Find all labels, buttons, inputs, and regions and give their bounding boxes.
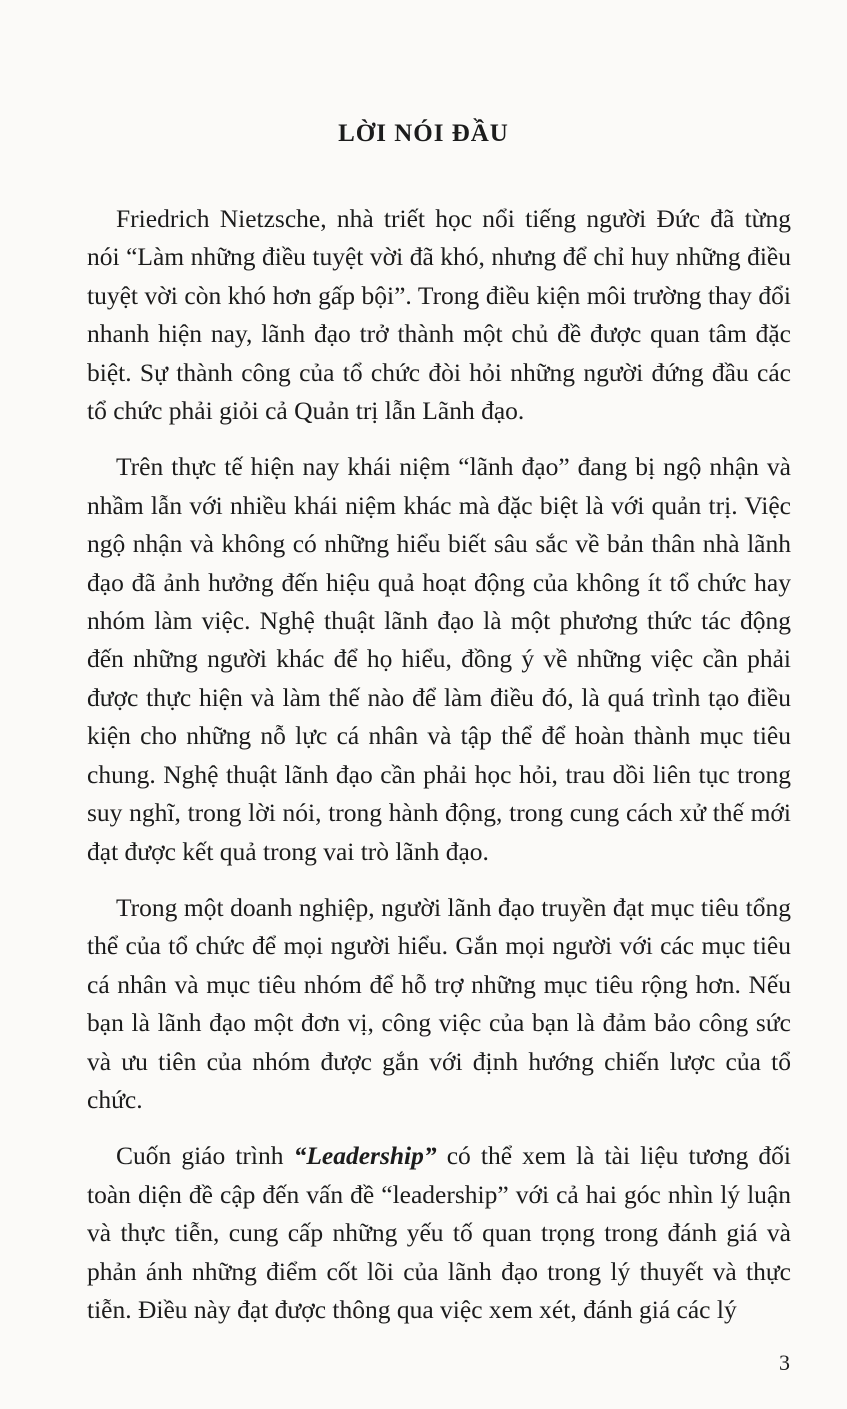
paragraph-3: Trong một doanh nghiệp, người lãnh đạo truyền đạt mục tiêu tổng thể của tổ chức để mọi người hiểu. Gắn mọi người với các mục tiêu cá nhân và mục tiêu nhóm để hỗ trợ những mục tiêu rộng hơn. Nếu bạn là lãnh đạo một đơn vị, công việc của bạn là đảm bảo công sức và ưu tiên của nhóm được gắn với định hướng chiến lược của tổ chức. [87, 892, 791, 1114]
paragraph-1: Friedrich Nietzsche, nhà triết học nổi tiếng người Đức đã từng nói “Làm những điều tuyệt vời đã khó, nhưng để chỉ huy những điều tuyệt vời còn khó hơn gấp bội”. Trong điều kiện môi trường thay đổi nhanh hiện nay, lãnh đạo trở thành một chủ đề được quan tâm đặc biệt. Sự thành công của tổ chức đòi hỏi những người đứng đầu các tổ chức phải giỏi cả Quản trị lẫn Lãnh đạo. [87, 204, 791, 426]
paragraph-4 [87, 1137, 791, 1329]
page-title: LỜI NÓI ĐẦU [338, 120, 509, 147]
book-title-emphasis: “Leadership” [293, 1141, 437, 1171]
paragraph-4-rest: có thể xem là tài liệu tương đối toàn diện đề cập đến vấn đề “leadership” với cả hai góc nhìn lý luận và thực tiễn, cung cấp những yếu tố quan trọng trong đánh giá và phản ánh những điểm cốt lõi của lãnh đạo trong lý thuyết và thực tiễn. Điều này đạt được thông qua việc xem xét, đánh giá các lý [87, 1141, 791, 1324]
paragraph-4-lead: Cuốn giáo trình [116, 1141, 294, 1171]
page-number: 3 [779, 1350, 790, 1375]
preface-body [87, 200, 791, 1347]
paragraph-2: Trên thực tế hiện nay khái niệm “lãnh đạo” đang bị ngộ nhận và nhầm lẫn với nhiều khái niệm khác mà đặc biệt là với quản trị. Việc ngộ nhận và không có những hiểu biết sâu sắc về bản thân nhà lãnh đạo đã ảnh hưởng đến hiệu quả hoạt động của không ít tổ chức hay nhóm làm việc. Nghệ thuật lãnh đạo là một phương thức tác động đến những người khác để họ hiểu, đồng ý về những việc cần phải được thực hiện và làm thế nào để làm điều đó, là quá trình tạo điều kiện cho những nỗ lực cá nhân và tập thể để hoàn thành mục tiêu chung. Nghệ thuật lãnh đạo cần phải học hỏi, trau dồi liên tục trong suy nghĩ, trong lời nói, trong hành động, trong cung cách xử thế mới đạt được kết quả trong vai trò lãnh đạo. [87, 452, 791, 866]
